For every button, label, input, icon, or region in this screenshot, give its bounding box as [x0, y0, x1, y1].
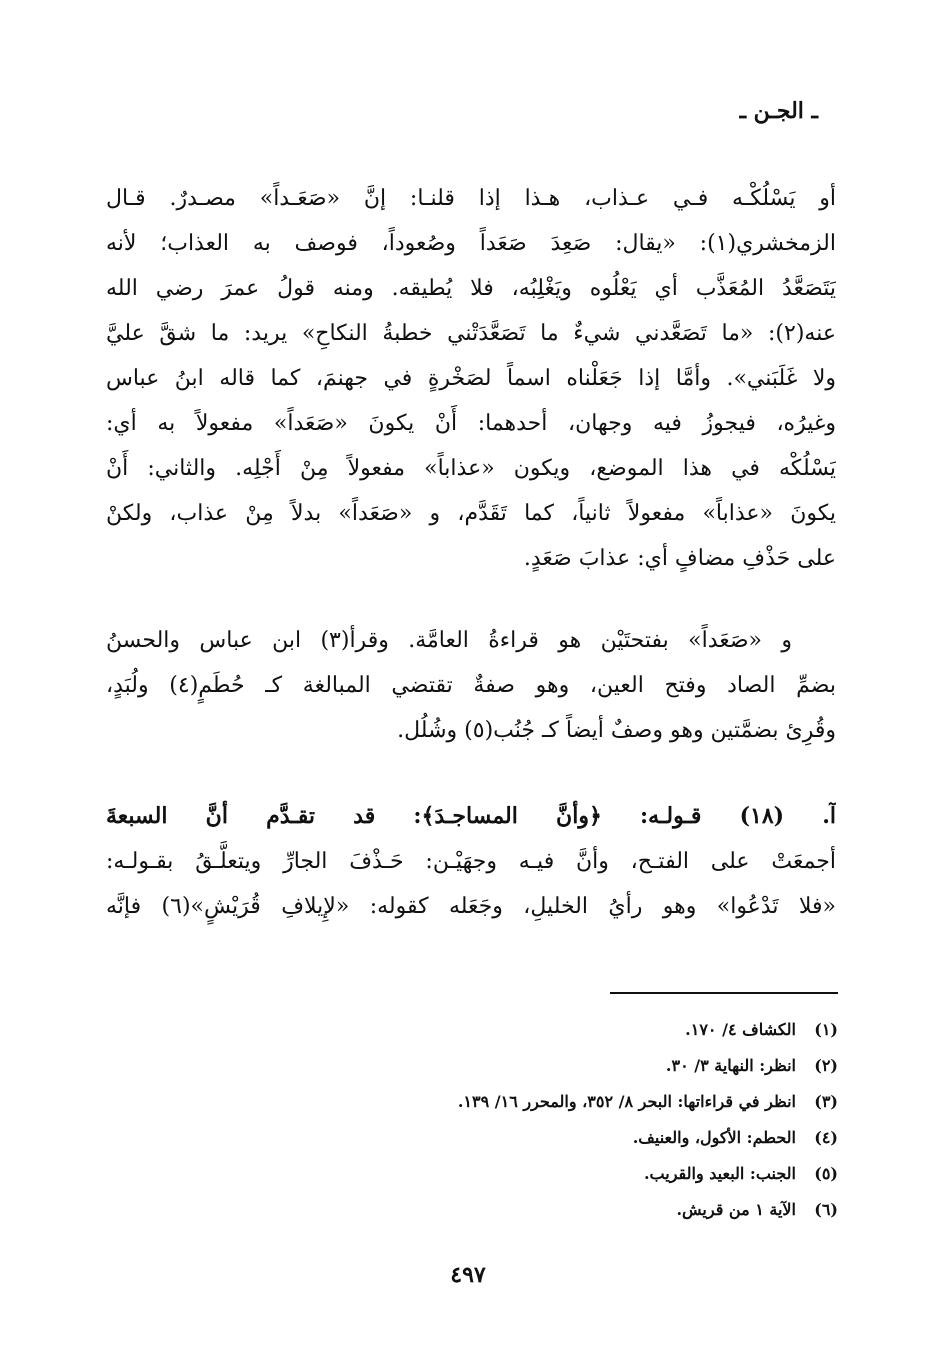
text-line: وقُرِئ بضمَّتين وهو وصفٌ أيضاً كـ جُنُب(٥) وشُلُل. [397, 718, 836, 743]
footnote-item [108, 1012, 838, 1048]
footnote-number: (٢) [814, 1056, 838, 1075]
text-line: أجمعَتْ على الفتـح، وأنَّ فيـه وجهَيْـن: حَـذْفَ الجارِّ ويتعلَّـقُ بقـولـه: [106, 849, 836, 874]
text-line: و «صَعَداً» بفتحتَيْن هو قراءةُ العامَّة. وقرأ(٣) ابن عباس والحسنُ [106, 628, 792, 653]
footnote-item [108, 1084, 838, 1120]
footnote-number: (٥) [814, 1164, 838, 1183]
footnote-text: انظر في قراءاتها: البحر ٨/ ٣٥٢، والمحرر ١٦/ ١٣٩. [457, 1092, 796, 1111]
footnote-text: الآية ١ من قريش. [676, 1200, 796, 1219]
footnote-number: (١) [814, 1020, 838, 1039]
footnote-item [108, 1192, 838, 1228]
verse-heading-line: آ. (١٨) قـولـه: ﴿وأنَّ المساجـدَ﴾: قد تقـدَّم أنَّ السبعةَ [106, 803, 836, 829]
footnote-number: (٦) [814, 1200, 838, 1219]
text-line: عنه(٢): «ما تَصَعَّدني شيءٌ ما تَصَعَّدَتْني خطبةُ النكاحِ» يريد: ما شقَّ عليَّ [106, 321, 836, 346]
text-line: أو يَسْلُكْـه فـي عـذاب، هـذا إذا قلنـا: إنَّ «صَعَـداً» مصـدرٌ. قـال [106, 186, 836, 211]
footnote-number: (٣) [814, 1092, 838, 1111]
running-head: ـ الجـن ـ [739, 98, 818, 124]
footnote-separator [610, 992, 838, 994]
page-number: ٤٩٧ [450, 1262, 486, 1288]
paragraph-2 [106, 618, 836, 753]
footnote-text: انظر: النهاية ٣/ ٣٠. [665, 1056, 796, 1075]
text-line: وغيرُه، فيجوزُ فيه وجهان، أحدهما: أَنْ يكونَ «صَعَداً» مفعولاً به أي: [106, 411, 836, 436]
text-line: بضمِّ الصاد وفتح العين، وهو صفةٌ تقتضي المبالغة كـ حُطَمٍ(٤) ولُبَدٍ، [106, 673, 836, 698]
footnote-number: (٤) [814, 1128, 838, 1147]
footnotes [108, 1012, 838, 1228]
text-line: يكونَ «عذاباً» مفعولاً ثانياً، كما تَقَدَّم، و «صَعَداً» بدلاً مِنْ عذاب، ولكنْ [106, 501, 836, 526]
footnote-text: الحطم: الأكول، والعنيف. [632, 1128, 796, 1147]
text-line: الزمخشري(١): «يقال: صَعِدَ صَعَداً وصُعوداً، فوصف به العذاب؛ لأنه [106, 231, 836, 256]
footnote-item [108, 1048, 838, 1084]
text-line: «فلا تَدْعُوا» وهو رأيُ الخليلِ، وجَعَله كقوله: «لإِيلافِ قُرَيْشٍ»(٦) فإنَّه [106, 894, 836, 919]
paragraph-3 [106, 794, 836, 929]
text-line: يَتَصَعَّدُ المُعَذَّب أي يَعْلُوه ويَغْلِبُه، فلا يُطيقه. ومنه قولُ عمرَ رضي الله [106, 276, 836, 301]
footnote-item [108, 1156, 838, 1192]
paragraph-1 [106, 176, 836, 581]
footnote-text: الكشاف ٤/ ١٧٠. [685, 1020, 796, 1039]
text-line: ولا غَلَبَني». وأمَّا إذا جَعَلْناه اسماً لصَخْرةٍ في جهنمَ، كما قاله ابنُ عباس [106, 366, 836, 391]
footnote-item [108, 1120, 838, 1156]
text-line: على حَذْفِ مضافٍ أي: عذابَ صَعَدٍ. [523, 546, 836, 571]
footnote-text: الجنب: البعيد والقريب. [643, 1164, 796, 1183]
text-line: يَسْلُكْه في هذا الموضع، ويكون «عذاباً» مفعولاً مِنْ أَجْلِه. والثاني: أَنْ [106, 456, 836, 481]
